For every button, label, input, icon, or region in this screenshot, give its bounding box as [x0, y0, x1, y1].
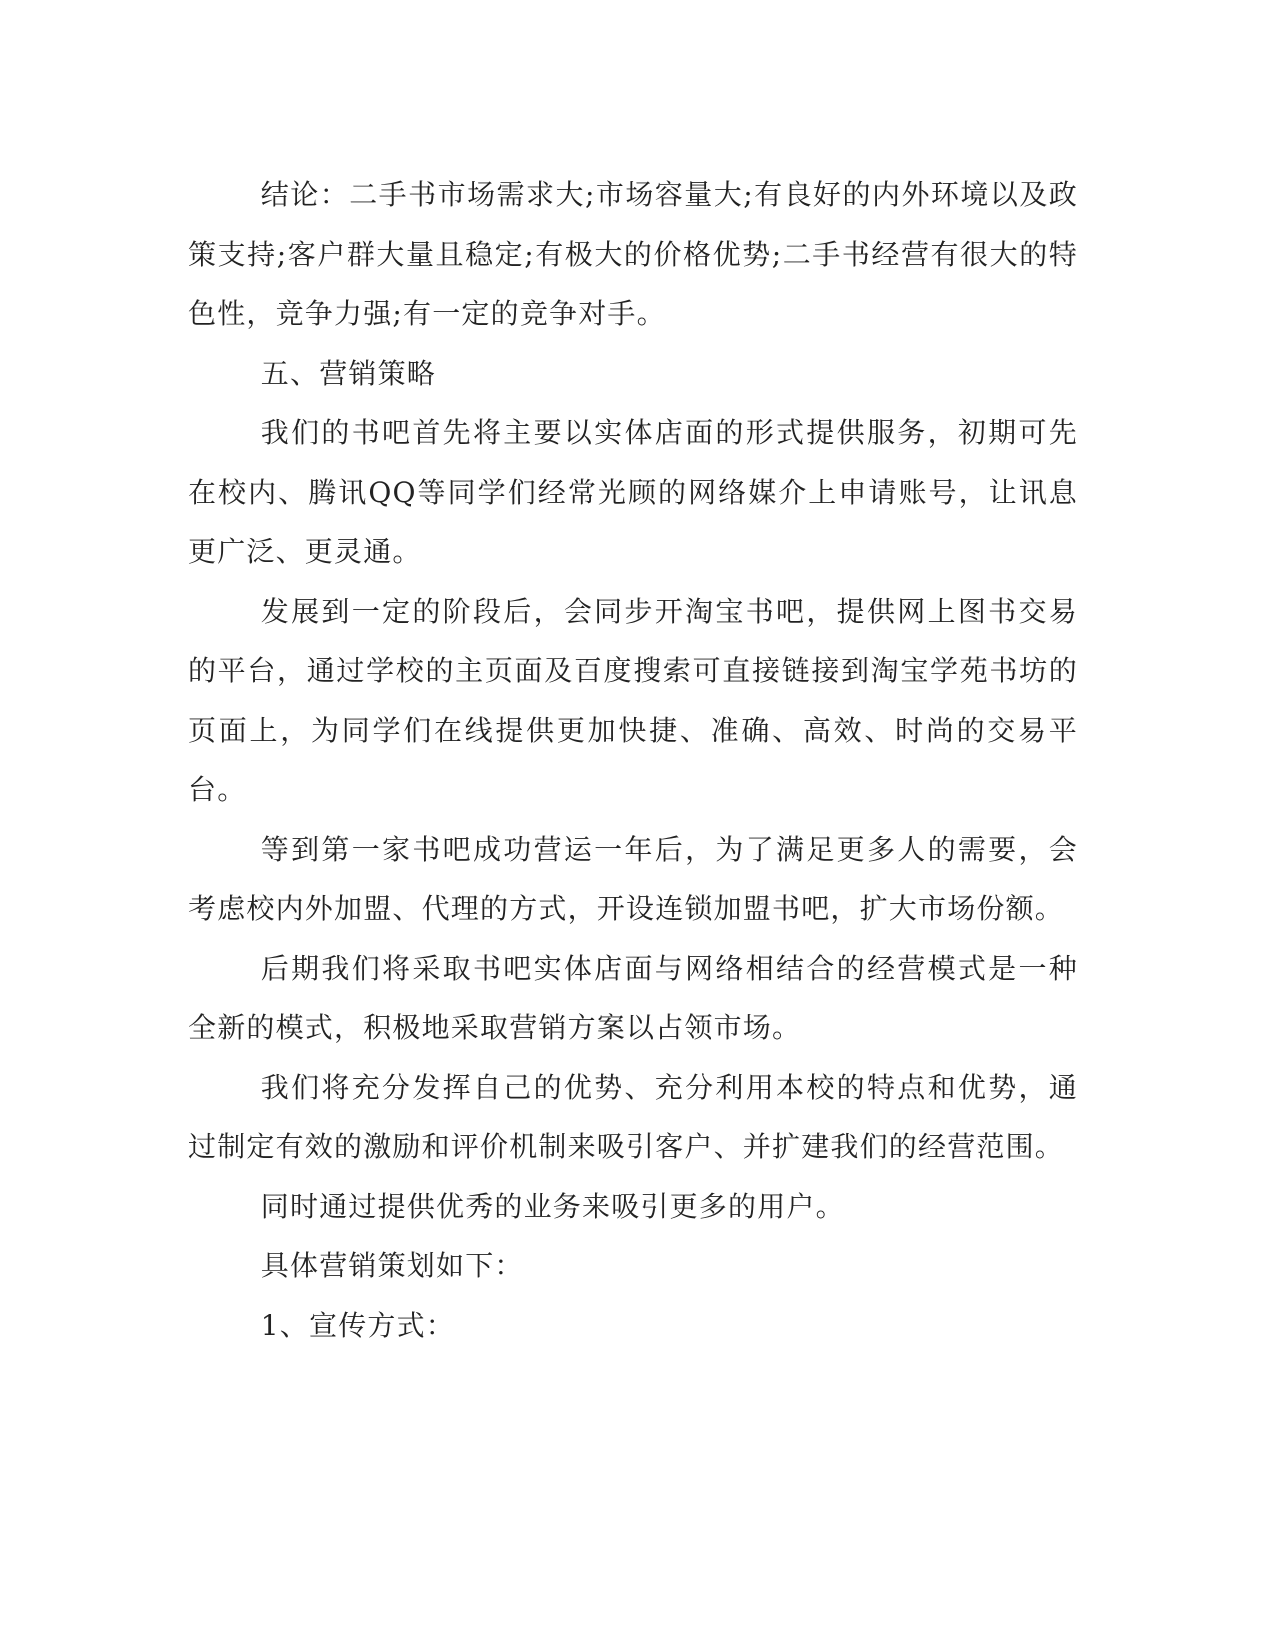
list-item-promotion-method: 1、宣传方式：	[260, 1308, 456, 1342]
paragraph-attract-users: 同时通过提供优秀的业务来吸引更多的用户。	[260, 1189, 845, 1223]
paragraph-physical-store: 我们的书吧首先将主要以实体店面的形式提供服务，初期可先在校内、腾讯QQ等同学们经常光顾的网络媒介上申请账号，让讯息更广泛、更灵通。	[188, 416, 1078, 568]
paragraph-taobao-store: 发展到一定的阶段后，会同步开淘宝书吧，提供网上图书交易的平台，通过学校的主页面及百度搜索可直接链接到淘宝学苑书坊的页面上，为同学们在线提供更加快捷、准确、高效、时尚的交易平台。	[188, 594, 1078, 806]
paragraph-advantages: 我们将充分发挥自己的优势、充分利用本校的特点和优势，通过制定有效的激励和评价机制来吸引客户、并扩建我们的经营范围。	[188, 1070, 1078, 1163]
document-body	[188, 165, 1078, 1355]
section-heading-marketing-strategy: 五、营销策略	[260, 356, 436, 390]
paragraph-franchise: 等到第一家书吧成功营运一年后，为了满足更多人的需要，会考虑校内外加盟、代理的方式，开设连锁加盟书吧，扩大市场份额。	[188, 832, 1078, 925]
conclusion-paragraph: 结论：二手书市场需求大;市场容量大;有良好的内外环境以及政策支持;客户群大量且稳定;有极大的价格优势;二手书经营有很大的特色性，竞争力强;有一定的竞争对手。	[188, 178, 1078, 330]
paragraph-business-model: 后期我们将采取书吧实体店面与网络相结合的经营模式是一种全新的模式，积极地采取营销方案以占领市场。	[188, 951, 1078, 1044]
paragraph-plan-intro: 具体营销策划如下：	[260, 1249, 524, 1282]
